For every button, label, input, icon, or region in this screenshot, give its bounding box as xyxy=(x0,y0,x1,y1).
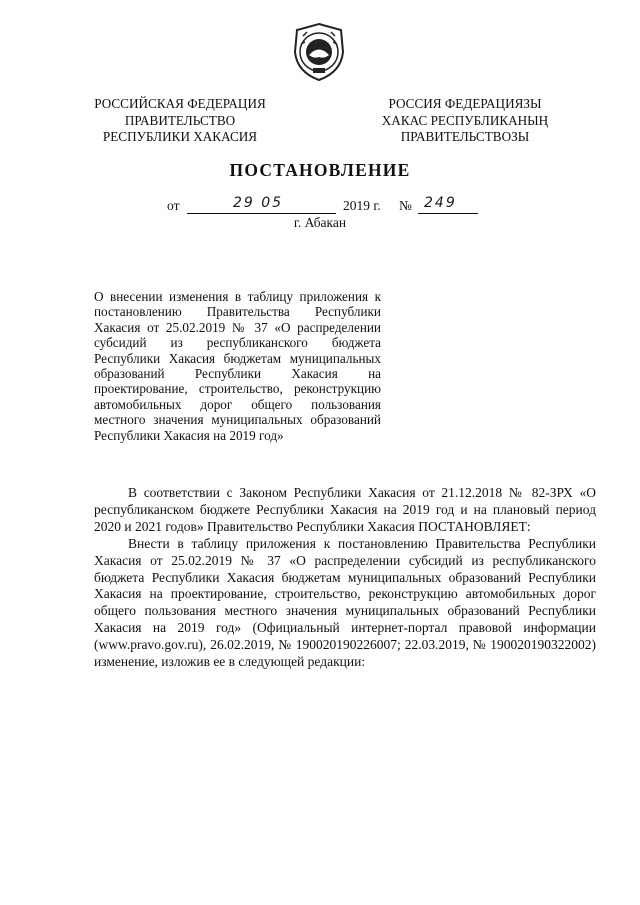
city-line: г. Абакан xyxy=(293,215,347,230)
body-paragraph-2: Внести в таблицу приложения к постановлению Правительства Республики Хакасия от 25.02.2019 № 37 «О распределении субсидий из республиканского бюджета Республики Хакасия бюджетам муниципальных образований Республики Хакасия на проектирование, строительство, реконструкцию автомобильных дорог общего пользования местного значения муниципальных образований Республики Хакасия на 2019 год» (Официальный интернет-портал правовой информации (www.pravo.gov.ru), 26.02.2019, № 190020190226007; 22.03.2019, № 190020190322002) изменение, изложив ее в следующей редакции: xyxy=(94,535,596,670)
handwritten-number: 249 xyxy=(424,195,457,211)
coat-of-arms-icon xyxy=(291,22,347,82)
header-left-line-1: РОССИЙСКАЯ ФЕДЕРАЦИЯ xyxy=(94,96,266,111)
subject-paragraph: О внесении изменения в таблицу приложения к постановлению Правительства Республики Хакасия от 25.02.2019 № 37 «О распределении субсидий из республиканского бюджета Республики Хакасия бюджетам муниципальных образований Республики Хакасия на проектирование, строительство, реконструкцию автомобильных дорог общего пользования местного значения муниципальных образований Республики Хакасия на 2019 год» xyxy=(94,289,381,443)
body-text xyxy=(94,485,596,671)
handwritten-date: 29 05 xyxy=(233,195,284,211)
body-paragraph-1: В соответствии с Законом Республики Хакасия от 21.12.2018 № 82-ЗРХ «О республиканском бюджете Республики Хакасия на 2019 год и на плановый период 2020 и 2021 годов» Правительство Республики Хакасия ПОСТАНОВЛЯЕТ: xyxy=(94,485,596,534)
header-right-line-2: ХАКАС РЕСПУБЛИКАНЫҢ xyxy=(381,112,549,128)
header-right-line-3: ПРАВИТЕЛЬСТВОЗЫ xyxy=(400,129,530,144)
year-text: 2019 г. xyxy=(343,198,381,213)
header-right-line-1: РОССИЯ ФЕДЕРАЦИЯЗЫ xyxy=(388,96,542,111)
header-left-block xyxy=(80,96,280,146)
header-left-line-3: РЕСПУБЛИКИ ХАКАСИЯ xyxy=(102,129,258,144)
header-left-line-2: ПРАВИТЕЛЬСТВО xyxy=(124,112,236,128)
document-type-title: ПОСТАНОВЛЕНИЕ xyxy=(229,160,411,180)
header-right-block xyxy=(365,96,565,146)
number-sign: № xyxy=(399,198,412,213)
date-prefix: от xyxy=(167,198,180,213)
